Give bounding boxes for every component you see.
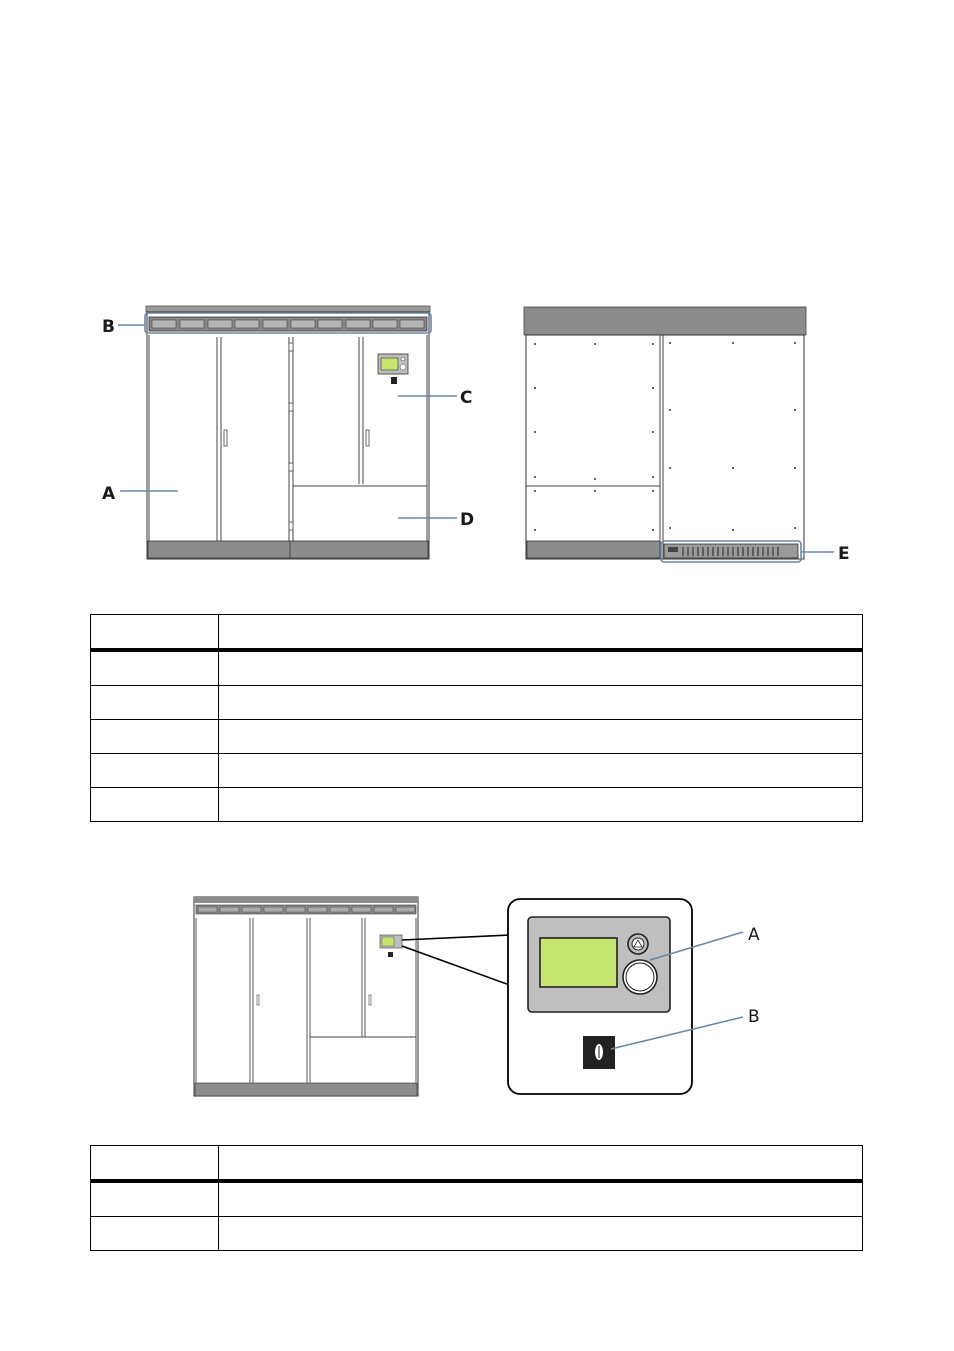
callout-c: C xyxy=(460,388,473,408)
table-header-row xyxy=(91,1146,863,1182)
legend-table-1 xyxy=(90,614,863,822)
table-row xyxy=(91,720,863,754)
table-cell xyxy=(91,650,219,686)
table-row xyxy=(91,754,863,788)
table-row xyxy=(91,788,863,822)
cabinet-small-view xyxy=(194,897,418,1096)
table-cell xyxy=(219,1146,863,1182)
table-cell xyxy=(91,1181,219,1217)
table-row xyxy=(91,1181,863,1217)
ventilation-grille-top xyxy=(149,317,427,331)
callout-b: B xyxy=(748,1007,760,1027)
callout-e: E xyxy=(838,544,850,564)
table-cell xyxy=(219,1181,863,1217)
table-cell xyxy=(91,686,219,720)
figure-cabinet-views xyxy=(0,0,954,600)
table-cell xyxy=(219,788,863,822)
table-row xyxy=(91,650,863,686)
table-cell xyxy=(91,754,219,788)
table-cell xyxy=(91,1146,219,1182)
cabinet-rear-view xyxy=(524,307,850,564)
table-cell xyxy=(219,1217,863,1251)
callout-b: B xyxy=(102,317,115,337)
table-cell xyxy=(91,615,219,651)
cabinet-front-view xyxy=(102,306,474,559)
table-row xyxy=(91,686,863,720)
table-cell xyxy=(219,615,863,651)
table-header-row xyxy=(91,615,863,651)
callout-d: D xyxy=(460,510,475,530)
table-cell xyxy=(91,1217,219,1251)
zoom-detail xyxy=(508,899,760,1094)
legend-table-2 xyxy=(90,1145,863,1251)
table-cell xyxy=(219,754,863,788)
callout-a: A xyxy=(748,925,760,945)
table-cell xyxy=(219,686,863,720)
table-cell xyxy=(91,788,219,822)
callout-a: A xyxy=(102,484,116,504)
table-cell xyxy=(219,720,863,754)
table-row xyxy=(91,1217,863,1251)
table-cell xyxy=(219,650,863,686)
table-cell xyxy=(91,720,219,754)
ventilation-grille-rear xyxy=(664,544,798,558)
figure-display-detail xyxy=(0,880,954,1110)
